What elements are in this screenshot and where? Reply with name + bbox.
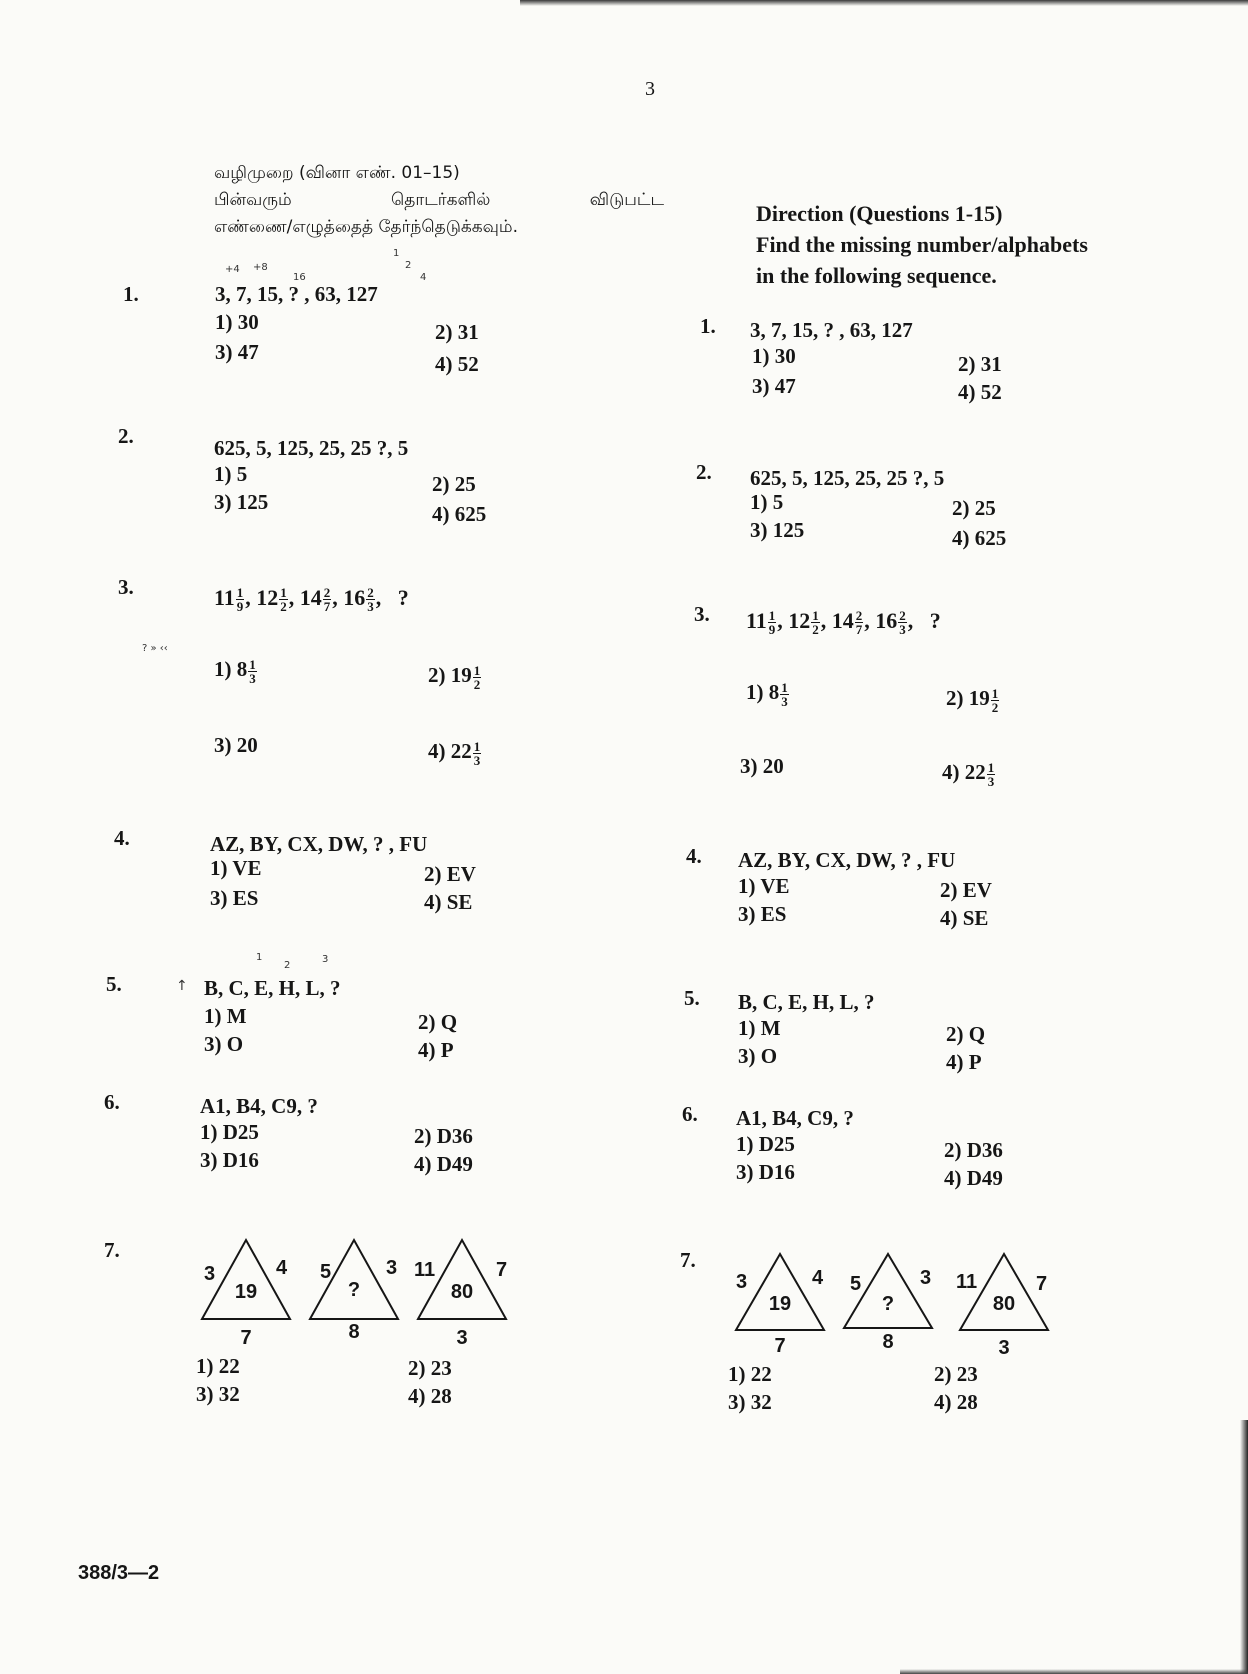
mixed-number-whole: 16 [875,608,898,633]
option-3[interactable]: 3) 20 [214,733,258,757]
question-text: 625, 5, 125, 25, 25 ?, 5 [214,436,409,460]
triangle-figure [196,1234,536,1354]
triangle-1-bottom: 7 [240,1327,252,1349]
direction-english-line1: Direction (Questions 1-15) [756,201,1003,226]
option-3[interactable]: 3) D16 [736,1160,795,1184]
question-number: 2. [118,424,134,448]
mixed-number-whole: 11 [746,608,767,633]
direction-tamil-word: தொடர்களில் [391,190,491,210]
option-2[interactable]: 2) EV [940,878,992,902]
numerator: 1 [236,585,244,601]
triangle-2-right: 3 [920,1267,932,1289]
option-4[interactable]: 4) P [946,1050,982,1074]
option-1[interactable]: 1) VE [738,874,790,898]
question-text: AZ, BY, CX, DW, ? , FU [738,848,956,872]
denominator: 3 [249,670,256,686]
question-number: 5. [106,972,122,996]
option-2[interactable]: 2) D36 [944,1138,1003,1162]
missing-term: ? [929,608,941,633]
page-number: 3 [645,78,655,100]
mixed-number-whole: 11 [214,585,235,610]
question-number: 4. [686,844,702,868]
question-text: A1, B4, C9, ? [736,1106,854,1130]
option-4[interactable]: 4) 625 [432,502,487,526]
triangle-3-right: 7 [1036,1273,1048,1295]
question-text: AZ, BY, CX, DW, ? , FU [210,832,428,856]
option-1[interactable]: 1) 22 [728,1362,772,1386]
option-1[interactable]: 1) 30 [752,344,796,368]
fraction [366,586,375,613]
triangle-1 [736,1254,824,1330]
option-1[interactable] [214,657,258,685]
handwritten-mark: ? » ‹‹ [142,643,168,654]
option-3[interactable]: 3) ES [210,886,259,910]
denominator: 3 [899,622,906,638]
option-4[interactable]: 4) 28 [934,1390,978,1414]
fraction [768,609,777,636]
option-3[interactable]: 3) 125 [750,518,805,542]
option-label: 4) 22 [942,760,986,784]
option-4[interactable]: 4) 28 [408,1384,452,1408]
question-number: 3. [694,602,710,626]
triangle-3-bottom: 3 [456,1327,468,1349]
option-label: 4) 22 [428,739,472,763]
question-text: 11 $\frac{1}{9}$ , 12 $\frac{1}{2}$ , 14 $\frac{2}{7}$ , 16 $\frac{2}{3}$ , ? [746,608,941,638]
page-code: 388/3—2 [78,1562,160,1584]
option-4[interactable]: 4) 52 [435,352,479,376]
handwritten-mark: 4 [420,272,427,283]
triangle-2-center: ? [881,1293,895,1315]
option-3[interactable]: 3) D16 [200,1148,259,1172]
fraction [987,761,996,788]
triangle-3-left: 11 [956,1271,978,1293]
option-2[interactable] [946,686,1000,714]
numerator: 2 [323,585,331,601]
option-4[interactable]: 4) D49 [414,1152,473,1176]
mixed-number-whole: 12 [788,608,811,633]
triangle-3-bottom: 3 [998,1337,1010,1359]
mixed-number-whole: 16 [343,585,366,610]
direction-tamil-line3: எண்ணை/எழுத்தைத் தேர்ந்தெடுக்கவும். [214,217,518,237]
triangle-3-center: 80 [992,1293,1016,1315]
fraction [473,740,482,767]
fraction [898,609,907,636]
option-1[interactable]: 1) 5 [214,462,248,486]
option-4[interactable]: 4) SE [940,906,989,930]
option-2[interactable]: 2) Q [418,1010,458,1034]
option-1[interactable]: 1) M [204,1004,247,1028]
option-3[interactable]: 3) 47 [752,374,796,398]
triangle-1 [202,1240,290,1319]
option-4[interactable]: 4) P [418,1038,454,1062]
question-text: 3, 7, 15, ? , 63, 127 [215,282,378,306]
triangle-1-right: 4 [812,1267,824,1289]
direction-tamil-line1: வழிமுறை (வினா எண். 01–15) [214,163,460,183]
fraction [780,681,789,708]
numerator: 1 [812,608,819,624]
triangle-2-bottom: 8 [348,1321,360,1343]
option-1[interactable] [746,680,790,708]
option-1[interactable]: 1) D25 [736,1132,795,1156]
fraction [248,658,257,685]
numerator: 1 [473,662,481,678]
handwritten-mark: +4 [225,264,240,275]
fraction [811,609,820,636]
mixed-number-whole: 14 [299,585,322,610]
scan-bottom-edge [900,1669,1248,1674]
direction-tamil [214,160,664,241]
direction-english [756,198,1176,291]
option-4[interactable] [942,760,996,788]
option-2[interactable] [428,663,482,691]
option-3[interactable]: 3) 32 [728,1390,772,1414]
option-2[interactable]: 2) 23 [934,1362,978,1386]
handwritten-mark: 16 [293,272,306,283]
option-4[interactable]: 4) SE [424,890,473,914]
numerator: 1 [987,759,995,775]
mixed-number-whole: 12 [256,585,279,610]
numerator: 2 [899,608,906,624]
question-text: B, C, E, H, L, ? [738,990,875,1014]
numerator: 1 [249,656,256,672]
question-number: 5. [684,986,700,1010]
triangle-1-center: 19 [234,1281,258,1303]
direction-english-line2: Find the missing number/alphabets [756,232,1088,257]
option-1[interactable]: 1) 5 [750,490,784,514]
scan-right-edge [1240,1420,1248,1674]
denominator: 2 [473,676,481,692]
option-3[interactable]: 3) 32 [196,1382,240,1406]
handwritten-mark: 2 [284,960,291,971]
denominator: 2 [812,622,819,638]
triangle-1-right: 4 [276,1257,288,1279]
direction-english-line3: in the following sequence. [756,263,997,288]
triangle-2-left: 5 [850,1273,862,1295]
option-label: 2) 19 [946,686,990,710]
option-1[interactable]: 1) VE [210,856,262,880]
denominator: 9 [768,622,776,638]
fraction [279,586,288,613]
denominator: 3 [987,773,995,789]
triangle-2-right: 3 [386,1257,398,1279]
numerator: 1 [768,608,776,624]
question-number: 6. [104,1090,120,1114]
mixed-number-whole: 14 [831,608,854,633]
numerator: 1 [280,585,287,601]
triangle-2-bottom: 8 [882,1331,894,1353]
scan-top-edge [520,0,1248,6]
triangle-3-right: 7 [496,1259,508,1281]
denominator: 3 [781,693,788,709]
option-3[interactable]: 3) O [738,1044,778,1068]
option-1[interactable]: 1) 22 [196,1354,240,1378]
option-3[interactable]: 3) 20 [740,754,784,778]
option-4[interactable] [428,739,482,767]
direction-tamil-word: பின்வரும் [214,190,292,210]
triangle-3-center: 80 [450,1281,474,1303]
question-text: 11 $\frac{1}{9}$ , 12 $\frac{1}{2}$ , 14 $\frac{2}{7}$ , 16 $\frac{2}{3}$ , ? [214,585,409,615]
question-text: B, C, E, H, L, ? [204,976,341,1000]
question-number: 1. [700,314,716,338]
direction-tamil-line2 [214,187,664,214]
numerator: 1 [781,679,788,695]
denominator: 9 [236,599,244,615]
question-number: 7. [104,1238,120,1262]
option-label: 1) 8 [746,680,780,704]
option-2[interactable]: 2) 25 [952,496,996,520]
denominator: 2 [991,699,999,715]
direction-tamil-word: விடுபட்ட [589,190,664,210]
triangle-3-left: 11 [414,1259,436,1281]
triangle-1-center: 19 [768,1293,792,1315]
numerator: 2 [855,608,863,624]
fraction [855,609,864,636]
option-4[interactable]: 4) D49 [944,1166,1003,1190]
option-2[interactable]: 2) EV [424,862,476,886]
option-2[interactable]: 2) 23 [408,1356,452,1380]
handwritten-mark: 3 [322,954,329,965]
handwritten-arrow: ↑ [176,978,188,994]
triangle-2-left: 5 [320,1261,332,1283]
triangle-1-left: 3 [204,1263,216,1285]
missing-term: ? [397,585,409,610]
option-2[interactable]: 2) D36 [414,1124,473,1148]
option-3[interactable]: 3) 125 [214,490,269,514]
question-text: 625, 5, 125, 25, 25 ?, 5 [750,466,945,490]
numerator: 1 [991,685,999,701]
denominator: 2 [280,599,287,615]
fraction [236,586,245,613]
question-number: 7. [680,1248,696,1272]
option-3[interactable]: 3) O [204,1032,244,1056]
triangle-2-center: ? [347,1279,361,1301]
option-1[interactable]: 1) 30 [215,310,259,334]
fraction [991,687,1000,714]
question-text: A1, B4, C9, ? [200,1094,318,1118]
denominator: 7 [855,622,863,638]
option-label: 1) 8 [214,657,248,681]
option-1[interactable]: 1) M [738,1016,781,1040]
fraction [473,664,482,691]
question-number: 1. [123,282,139,306]
handwritten-mark: 1 [393,248,400,259]
option-1[interactable]: 1) D25 [200,1120,259,1144]
question-text: 3, 7, 15, ? , 63, 127 [750,318,913,342]
handwritten-mark: 2 [405,260,412,271]
option-2[interactable]: 2) 25 [432,472,476,496]
question-number: 2. [696,460,712,484]
triangle-1-left: 3 [736,1271,748,1293]
handwritten-mark: +8 [253,262,268,273]
handwritten-mark: 1 [256,952,263,963]
numerator: 1 [473,738,481,754]
option-2[interactable]: 2) Q [946,1022,986,1046]
triangle-1-bottom: 7 [774,1335,786,1357]
denominator: 7 [323,599,331,615]
option-4[interactable]: 4) 52 [958,380,1002,404]
question-number: 3. [118,575,134,599]
triangle-figure [732,1250,1072,1370]
question-number: 4. [114,826,130,850]
option-3[interactable]: 3) 47 [215,340,259,364]
fraction [323,586,332,613]
question-number: 6. [682,1102,698,1126]
denominator: 3 [473,752,481,768]
option-2[interactable]: 2) 31 [958,352,1002,376]
option-4[interactable]: 4) 625 [952,526,1007,550]
denominator: 3 [367,599,374,615]
option-2[interactable]: 2) 31 [435,320,479,344]
option-3[interactable]: 3) ES [738,902,787,926]
option-label: 2) 19 [428,663,472,687]
numerator: 2 [367,585,374,601]
